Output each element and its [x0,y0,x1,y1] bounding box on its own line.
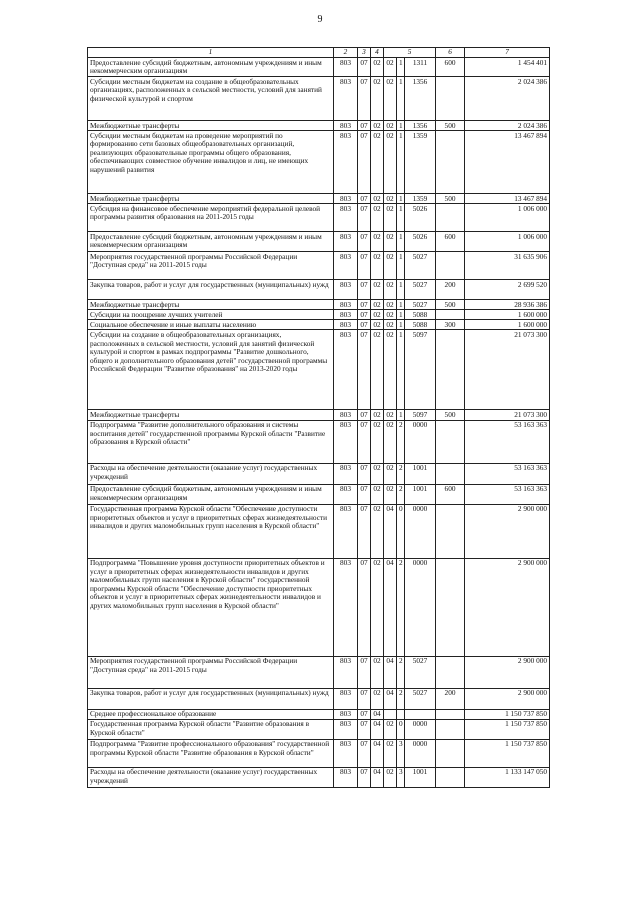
cell-target-article-subprogram: 1 [397,204,405,232]
cell-section-code: 07 [358,204,371,232]
cell-target-article-direction: 5097 [405,330,436,410]
cell-ministry-code: 803 [334,232,358,252]
cell-section-code: 07 [358,688,371,709]
cell-target-article-program: 02 [384,232,397,252]
cell-section-code: 07 [358,232,371,252]
cell-target-article-direction: 5027 [405,280,436,300]
cell-expense-type: 500 [436,121,465,131]
cell-target-article-direction: 1001 [405,463,436,484]
cell-amount: 2 900 000 [465,504,550,558]
cell-expense-type [436,330,465,410]
cell-expense-type [436,558,465,656]
cell-target-article-program: 02 [384,252,397,280]
cell-target-article-subprogram: 1 [397,310,405,320]
cell-target-article-direction: 5027 [405,300,436,310]
cell-ministry-code: 803 [334,310,358,320]
table-row [88,131,550,194]
cell-target-article-subprogram: 0 [397,504,405,558]
cell-section-code: 07 [358,300,371,310]
cell-ministry-code: 803 [334,420,358,463]
cell-target-article-program: 02 [384,121,397,131]
cell-subsection-code: 02 [371,410,384,420]
cell-target-article-direction: 5088 [405,310,436,320]
row-name: Подпрограмма "Развитие дополнительного образования и системы воспитания детей" государственной программы Курской области "Развитие образования в Курской области" [88,420,334,463]
cell-ministry-code: 803 [334,688,358,709]
cell-target-article-direction: 5088 [405,320,436,330]
cell-target-article-program: 02 [384,484,397,504]
budget-table [87,47,550,788]
cell-target-article-subprogram: 2 [397,420,405,463]
cell-target-article-program: 02 [384,719,397,739]
row-name: Мероприятия государственной программы Российской Федерации "Доступная среда" на 2011-2015 годы [88,656,334,688]
table-row [88,709,550,719]
cell-ministry-code: 803 [334,194,358,204]
cell-ministry-code: 803 [334,300,358,310]
column-header: 2 [334,48,358,58]
column-header: 6 [436,48,465,58]
cell-subsection-code: 02 [371,121,384,131]
cell-section-code: 07 [358,310,371,320]
cell-ministry-code: 803 [334,410,358,420]
table-row [88,688,550,709]
cell-subsection-code: 02 [371,232,384,252]
cell-target-article-subprogram: 3 [397,767,405,787]
cell-target-article-subprogram: 3 [397,739,405,767]
cell-target-article-direction: 5027 [405,252,436,280]
cell-section-code: 07 [358,252,371,280]
cell-amount: 1 454 401 [465,58,550,77]
cell-section-code: 07 [358,131,371,194]
cell-ministry-code: 803 [334,77,358,121]
cell-target-article-direction: 5027 [405,656,436,688]
cell-subsection-code: 02 [371,204,384,232]
cell-target-article-direction: 1356 [405,121,436,131]
cell-expense-type [436,719,465,739]
cell-target-article-direction: 1359 [405,194,436,204]
cell-target-article-program: 02 [384,204,397,232]
cell-subsection-code: 02 [371,58,384,77]
row-name: Субсидии на создание в общеобразовательных организациях, расположенных в сельской местности, условий для занятий физической культурой и спортом в рамках подпрограммы "Развитие дошкольного, общего и дополнительного образования детей" государственной программы Российской Федерации "Развитие образования" на 2013-2020 годы [88,330,334,410]
row-name: Социальное обеспечение и иные выплаты населению [88,320,334,330]
cell-ministry-code: 803 [334,558,358,656]
table-header-row [88,48,550,58]
cell-target-article-direction: 0000 [405,504,436,558]
table-row [88,194,550,204]
cell-ministry-code: 803 [334,709,358,719]
cell-expense-type: 500 [436,300,465,310]
cell-target-article-direction: 1001 [405,484,436,504]
cell-target-article-direction: 0000 [405,420,436,463]
row-name: Среднее профессиональное образование [88,709,334,719]
cell-amount: 1 133 147 050 [465,767,550,787]
cell-target-article-subprogram: 1 [397,252,405,280]
cell-subsection-code: 02 [371,330,384,410]
cell-amount: 2 900 000 [465,688,550,709]
cell-target-article-direction [405,709,436,719]
cell-section-code: 07 [358,719,371,739]
cell-expense-type [436,709,465,719]
cell-ministry-code: 803 [334,719,358,739]
cell-target-article-subprogram [397,709,405,719]
cell-target-article-direction: 0000 [405,558,436,656]
cell-target-article-program: 02 [384,310,397,320]
cell-amount: 21 073 300 [465,410,550,420]
cell-target-article-subprogram: 2 [397,656,405,688]
column-header: 4 [371,48,384,58]
cell-target-article-direction: 0000 [405,739,436,767]
cell-expense-type: 300 [436,320,465,330]
table-row [88,252,550,280]
row-name: Предоставление субсидий бюджетным, автономным учреждениям и иным некоммерческим организациям [88,58,334,77]
cell-subsection-code: 02 [371,484,384,504]
cell-section-code: 07 [358,280,371,300]
cell-amount: 1 006 000 [465,232,550,252]
table-row [88,410,550,420]
cell-ministry-code: 803 [334,131,358,194]
cell-section-code: 07 [358,767,371,787]
table-row [88,504,550,558]
cell-expense-type [436,310,465,320]
row-name: Государственная программа Курской области "Обеспечение доступности приоритетных объектов и услуг в приоритетных сферах жизнедеятельности инвалидов и других маломобильных групп населения в Курской области" [88,504,334,558]
cell-target-article-subprogram: 1 [397,280,405,300]
cell-expense-type [436,252,465,280]
cell-amount: 28 936 386 [465,300,550,310]
cell-target-article-subprogram: 2 [397,558,405,656]
cell-subsection-code: 04 [371,739,384,767]
row-name: Подпрограмма "Повышение уровня доступности приоритетных объектов и услуг в приоритетных сферах жизнедеятельности инвалидов и других маломобильных групп населения в Курской области" государственной программы Курской области "Обеспечение доступности приоритетных объектов и услуг в приоритетных сферах жизнедеятельности инвалидов и других маломобильных групп населения в Курской области" [88,558,334,656]
cell-expense-type: 200 [436,688,465,709]
cell-target-article-program: 02 [384,194,397,204]
cell-target-article-program: 04 [384,504,397,558]
cell-target-article-subprogram: 1 [397,121,405,131]
cell-expense-type: 600 [436,58,465,77]
cell-expense-type [436,739,465,767]
cell-amount: 1 006 000 [465,204,550,232]
cell-section-code: 07 [358,558,371,656]
cell-subsection-code: 02 [371,320,384,330]
column-header: 7 [465,48,550,58]
cell-section-code: 07 [358,656,371,688]
table-row [88,77,550,121]
cell-subsection-code: 04 [371,767,384,787]
cell-expense-type [436,504,465,558]
cell-target-article-program: 04 [384,558,397,656]
cell-ministry-code: 803 [334,739,358,767]
cell-amount: 53 163 363 [465,463,550,484]
cell-ministry-code: 803 [334,504,358,558]
cell-expense-type [436,77,465,121]
cell-section-code: 07 [358,504,371,558]
cell-section-code: 07 [358,58,371,77]
cell-amount: 2 900 000 [465,656,550,688]
row-name: Межбюджетные трансферты [88,410,334,420]
cell-expense-type [436,656,465,688]
row-name: Субсидия на финансовое обеспечение мероприятий федеральной целевой программы развития образования на 2011-2015 годы [88,204,334,232]
column-header: 1 [88,48,334,58]
cell-target-article-subprogram: 2 [397,688,405,709]
cell-target-article-subprogram: 1 [397,131,405,194]
row-name: Подпрограмма "Развитие профессионального образования" государственной программы Курской области "Развитие образования в Курской области" [88,739,334,767]
cell-expense-type [436,204,465,232]
cell-subsection-code: 02 [371,688,384,709]
table-row [88,484,550,504]
cell-ministry-code: 803 [334,463,358,484]
row-name: Закупка товаров, работ и услуг для государственных (муниципальных) нужд [88,688,334,709]
cell-amount: 1 600 000 [465,310,550,320]
cell-target-article-direction: 1311 [405,58,436,77]
cell-target-article-program: 02 [384,410,397,420]
cell-amount: 53 163 363 [465,484,550,504]
row-name: Субсидии местным бюджетам на проведение мероприятий по формированию сети базовых общеобразовательных организаций, реализующих образовательные программы общего образования, обеспечивающих совместное обучение инвалидов и лиц, не имеющих нарушений развития [88,131,334,194]
cell-target-article-direction: 5026 [405,232,436,252]
cell-target-article-program: 02 [384,420,397,463]
cell-target-article-direction: 1356 [405,77,436,121]
cell-amount: 1 150 737 850 [465,739,550,767]
cell-target-article-subprogram: 1 [397,330,405,410]
row-name: Субсидии на поощрение лучших учителей [88,310,334,320]
table-row [88,121,550,131]
table-row [88,420,550,463]
table-row [88,558,550,656]
cell-section-code: 07 [358,420,371,463]
cell-ministry-code: 803 [334,320,358,330]
cell-expense-type [436,420,465,463]
row-name: Предоставление субсидий бюджетным, автономным учреждениям и иным некоммерческим организациям [88,484,334,504]
cell-section-code: 07 [358,463,371,484]
cell-target-article-program: 04 [384,656,397,688]
cell-amount: 53 163 363 [465,420,550,463]
table-row [88,320,550,330]
row-name: Расходы на обеспечение деятельности (оказание услуг) государственных учреждений [88,767,334,787]
cell-amount: 1 150 737 850 [465,719,550,739]
table-row [88,330,550,410]
cell-target-article-program: 02 [384,77,397,121]
cell-ministry-code: 803 [334,280,358,300]
cell-section-code: 07 [358,484,371,504]
cell-subsection-code: 02 [371,463,384,484]
cell-ministry-code: 803 [334,121,358,131]
cell-section-code: 07 [358,320,371,330]
cell-subsection-code: 02 [371,77,384,121]
cell-amount: 2 699 520 [465,280,550,300]
row-name: Межбюджетные трансферты [88,121,334,131]
cell-expense-type: 500 [436,194,465,204]
cell-target-article-subprogram: 1 [397,77,405,121]
cell-amount: 31 635 906 [465,252,550,280]
cell-target-article-subprogram: 1 [397,300,405,310]
cell-expense-type: 200 [436,280,465,300]
cell-target-article-program: 02 [384,320,397,330]
cell-subsection-code: 02 [371,131,384,194]
cell-amount: 2 900 000 [465,558,550,656]
cell-ministry-code: 803 [334,330,358,410]
cell-target-article-subprogram: 1 [397,232,405,252]
cell-target-article-subprogram: 1 [397,58,405,77]
cell-target-article-program: 02 [384,330,397,410]
cell-target-article-subprogram: 2 [397,463,405,484]
cell-target-article-program: 02 [384,58,397,77]
cell-target-article-program: 02 [384,767,397,787]
cell-section-code: 07 [358,410,371,420]
table-row [88,300,550,310]
cell-target-article-program: 02 [384,463,397,484]
cell-expense-type: 600 [436,232,465,252]
cell-target-article-program: 02 [384,300,397,310]
table-row [88,767,550,787]
table-row [88,232,550,252]
cell-target-article-program [384,709,397,719]
cell-section-code: 07 [358,739,371,767]
cell-target-article-subprogram: 1 [397,194,405,204]
cell-amount: 2 024 386 [465,77,550,121]
cell-target-article-direction: 0000 [405,719,436,739]
cell-target-article-direction: 5026 [405,204,436,232]
cell-ministry-code: 803 [334,767,358,787]
row-name: Расходы на обеспечение деятельности (оказание услуг) государственных учреждений [88,463,334,484]
cell-section-code: 07 [358,330,371,410]
row-name: Субсидии местным бюджетам на создание в общеобразовательных организациях, расположенных в сельской местности, условий для занятий физической культурой и спортом [88,77,334,121]
cell-target-article-subprogram: 1 [397,410,405,420]
cell-subsection-code: 02 [371,310,384,320]
table-row [88,463,550,484]
column-header: 3 [358,48,371,58]
cell-amount: 1 600 000 [465,320,550,330]
cell-amount: 13 467 894 [465,194,550,204]
cell-target-article-program: 04 [384,688,397,709]
table-row [88,719,550,739]
table-row [88,310,550,320]
cell-expense-type [436,463,465,484]
cell-target-article-program: 02 [384,131,397,194]
row-name: Межбюджетные трансферты [88,300,334,310]
cell-amount: 21 073 300 [465,330,550,410]
row-name: Предоставление субсидий бюджетным, автономным учреждениям и иным некоммерческим организациям [88,232,334,252]
cell-ministry-code: 803 [334,204,358,232]
cell-amount: 2 024 386 [465,121,550,131]
table-row [88,656,550,688]
cell-ministry-code: 803 [334,484,358,504]
cell-ministry-code: 803 [334,58,358,77]
cell-amount: 1 150 737 850 [465,709,550,719]
cell-section-code: 07 [358,194,371,204]
cell-expense-type [436,131,465,194]
cell-amount: 13 467 894 [465,131,550,194]
row-name: Межбюджетные трансферты [88,194,334,204]
cell-target-article-subprogram: 1 [397,320,405,330]
table-row [88,58,550,77]
row-name: Мероприятия государственной программы Российской Федерации "Доступная среда" на 2011-2015 годы [88,252,334,280]
page-number: 9 [317,14,323,25]
table-row [88,280,550,300]
cell-subsection-code: 02 [371,504,384,558]
cell-ministry-code: 803 [334,252,358,280]
cell-section-code: 07 [358,77,371,121]
cell-expense-type: 600 [436,484,465,504]
cell-ministry-code: 803 [334,656,358,688]
cell-section-code: 07 [358,121,371,131]
table-row [88,204,550,232]
cell-subsection-code: 02 [371,252,384,280]
column-header: 5 [384,48,436,58]
cell-subsection-code: 04 [371,709,384,719]
table-row [88,739,550,767]
cell-target-article-direction: 1001 [405,767,436,787]
cell-target-article-subprogram: 2 [397,484,405,504]
cell-target-article-subprogram: 0 [397,719,405,739]
row-name: Закупка товаров, работ и услуг для государственных (муниципальных) нужд [88,280,334,300]
cell-subsection-code: 02 [371,280,384,300]
cell-target-article-direction: 5097 [405,410,436,420]
cell-expense-type: 500 [436,410,465,420]
cell-subsection-code: 02 [371,656,384,688]
cell-target-article-direction: 1359 [405,131,436,194]
cell-target-article-direction: 5027 [405,688,436,709]
cell-subsection-code: 02 [371,300,384,310]
row-name: Государственная программа Курской области "Развитие образования в Курской области" [88,719,334,739]
cell-expense-type [436,767,465,787]
cell-target-article-program: 02 [384,280,397,300]
cell-subsection-code: 02 [371,194,384,204]
cell-section-code: 07 [358,709,371,719]
cell-subsection-code: 02 [371,420,384,463]
cell-subsection-code: 02 [371,558,384,656]
cell-target-article-program: 02 [384,739,397,767]
cell-subsection-code: 04 [371,719,384,739]
